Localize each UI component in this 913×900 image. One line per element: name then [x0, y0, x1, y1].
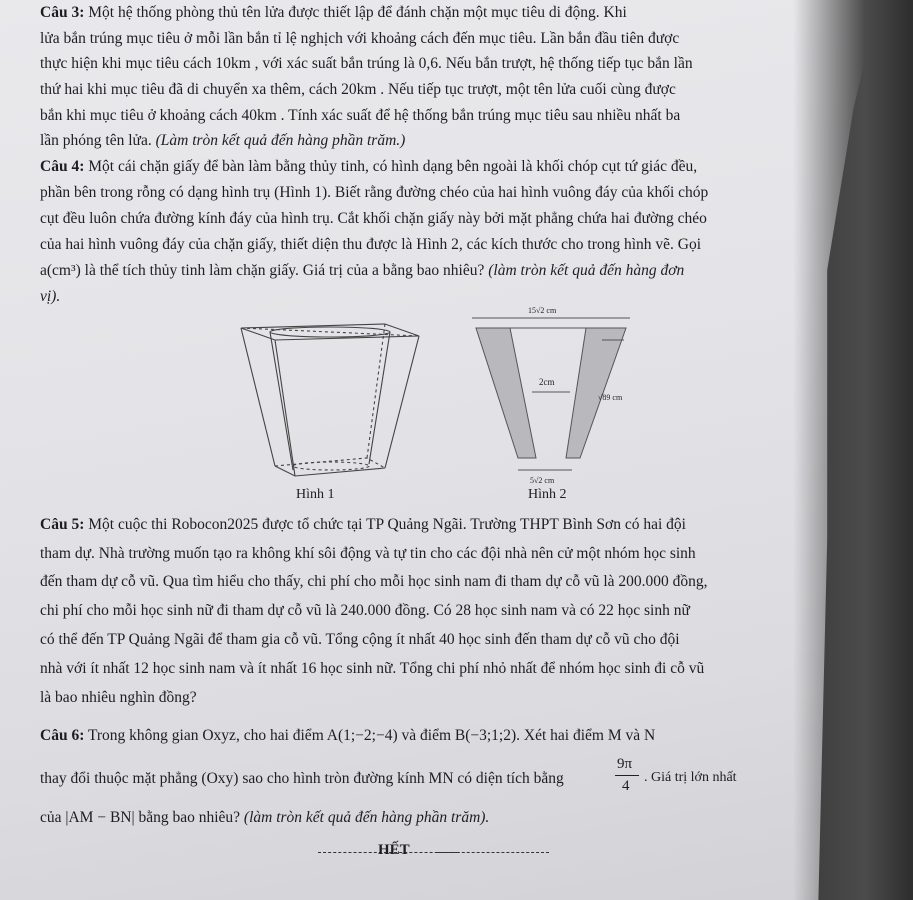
- q4-line-4: của hai hình vuông đáy của chặn giấy, thiết diện thu được là Hình 2, các kích thước cho trong hình vẽ. Gọi: [40, 236, 702, 253]
- q3-line-5: bắn khi mục tiêu ở khoảng cách 40km . Tính xác suất để hệ thống bắn trúng mục tiêu sau nhiều nhất ba: [40, 107, 681, 124]
- q5-line-1: Câu 5: Một cuộc thi Robocon2025 được tổ chức tại TP Quảng Ngãi. Trường THPT Bình Sơn có hai đội: [40, 516, 686, 533]
- dim-bottom-label: 5√2 cm: [530, 476, 555, 485]
- dim-side-label: √89 cm: [598, 393, 623, 402]
- q4-line-6: vị).: [40, 288, 61, 305]
- q4-line-1: Câu 4: Một cái chặn giấy để bàn làm bằng thủy tinh, có hình dạng bên ngoài là khối chóp cụt tứ giác đều,: [40, 158, 698, 175]
- q5-line-4: chi phí cho mỗi học sinh nữ đi tham dự cỗ vũ là 240.000 đồng. Có 28 học sinh nam và có 22 học sinh nữ: [40, 602, 690, 619]
- figure-2-caption: Hình 2: [528, 487, 567, 502]
- figure-1-caption: Hình 1: [296, 487, 335, 502]
- dim-middle-label: 2cm: [539, 377, 555, 387]
- fraction-denominator: 4: [622, 778, 630, 794]
- footer-dash-right: [437, 852, 549, 853]
- background-shadow: [793, 0, 913, 900]
- q4-line-5: a(cm³) là thể tích thủy tinh làm chặn giấy. Giá trị của a bằng bao nhiêu? (làm tròn kết quả đến hàng đơn: [40, 262, 685, 279]
- q5-line-3: đến tham dự cỗ vũ. Qua tìm hiểu cho thấy, chi phí cho mỗi học sinh nam đi tham dự cỗ vũ là 200.000 đồng,: [40, 573, 708, 590]
- q3-line-3: thực hiện khi mục tiêu cách 10km , với xác suất bắn trúng là 0,6. Nếu bắn trượt, hệ thống tiếp tục bắn lần: [40, 55, 693, 72]
- q4-line-3: cụt đều luôn chứa đường kính đáy của hình trụ. Cắt khối chặn giấy này bởi mặt phẳng chứa hai đường chéo: [40, 210, 707, 227]
- q6-line-1: Câu 6: Trong không gian Oxyz, cho hai điểm A(1;−2;−4) và điểm B(−3;1;2). Xét hai điểm M và N: [40, 727, 656, 744]
- q5-line-5: có thể đến TP Quảng Ngãi để tham gia cỗ vũ. Tổng cộng ít nhất 40 học sinh đến tham dự cỗ vũ cho đội: [40, 631, 680, 648]
- q5-line-6: nhà với ít nhất 12 học sinh nam và ít nhất 16 học sinh nữ. Tổng chi phí nhỏ nhất để nhóm học sinh đi cỗ vũ: [40, 660, 705, 677]
- q3-line-4: thứ hai khi mục tiêu đã di chuyển xa thêm, cách 20km . Nếu tiếp tục trượt, một tên lửa cuối cùng được: [40, 81, 676, 98]
- q3-line-2: lửa bắn trúng mục tiêu ở mỗi lần bắn tỉ lệ nghịch với khoảng cách đến mục tiêu. Lần bắn đầu tiên được: [40, 30, 680, 47]
- q6-line-2-end: . Giá trị lớn nhất: [644, 770, 737, 785]
- q6-line-3: của |AM − BN| bằng bao nhiêu? (làm tròn kết quả đến hàng phần trăm).: [40, 809, 490, 826]
- q5-line-7: là bao nhiêu nghìn đồng?: [40, 689, 197, 706]
- dim-top-label: 15√2 cm: [528, 306, 557, 315]
- figure-1: [235, 318, 425, 488]
- q5-line-2: tham dự. Nhà trường muốn tạo ra không khí sôi động và tự tin cho các đội nhà nên cử một nhóm học sinh: [40, 545, 696, 562]
- q3-line-1: Câu 3: Một hệ thống phòng thủ tên lửa được thiết lập để đánh chặn một mục tiêu di động. Khi: [40, 4, 627, 21]
- footer-end-mark: HẾT: [378, 842, 410, 858]
- fraction-bar: [615, 775, 639, 776]
- q6-line-2: thay đổi thuộc mặt phẳng (Oxy) sao cho hình tròn đường kính MN có diện tích bằng: [40, 770, 564, 787]
- q4-line-2: phần bên trong rỗng có dạng hình trụ (Hình 1). Biết rằng đường chéo của hai hình vuông đáy của khối chóp: [40, 184, 709, 201]
- fraction-numerator: 9π: [617, 756, 633, 772]
- q3-line-6: lần phóng tên lửa. (Làm tròn kết quả đến hàng phần trăm.): [40, 132, 406, 149]
